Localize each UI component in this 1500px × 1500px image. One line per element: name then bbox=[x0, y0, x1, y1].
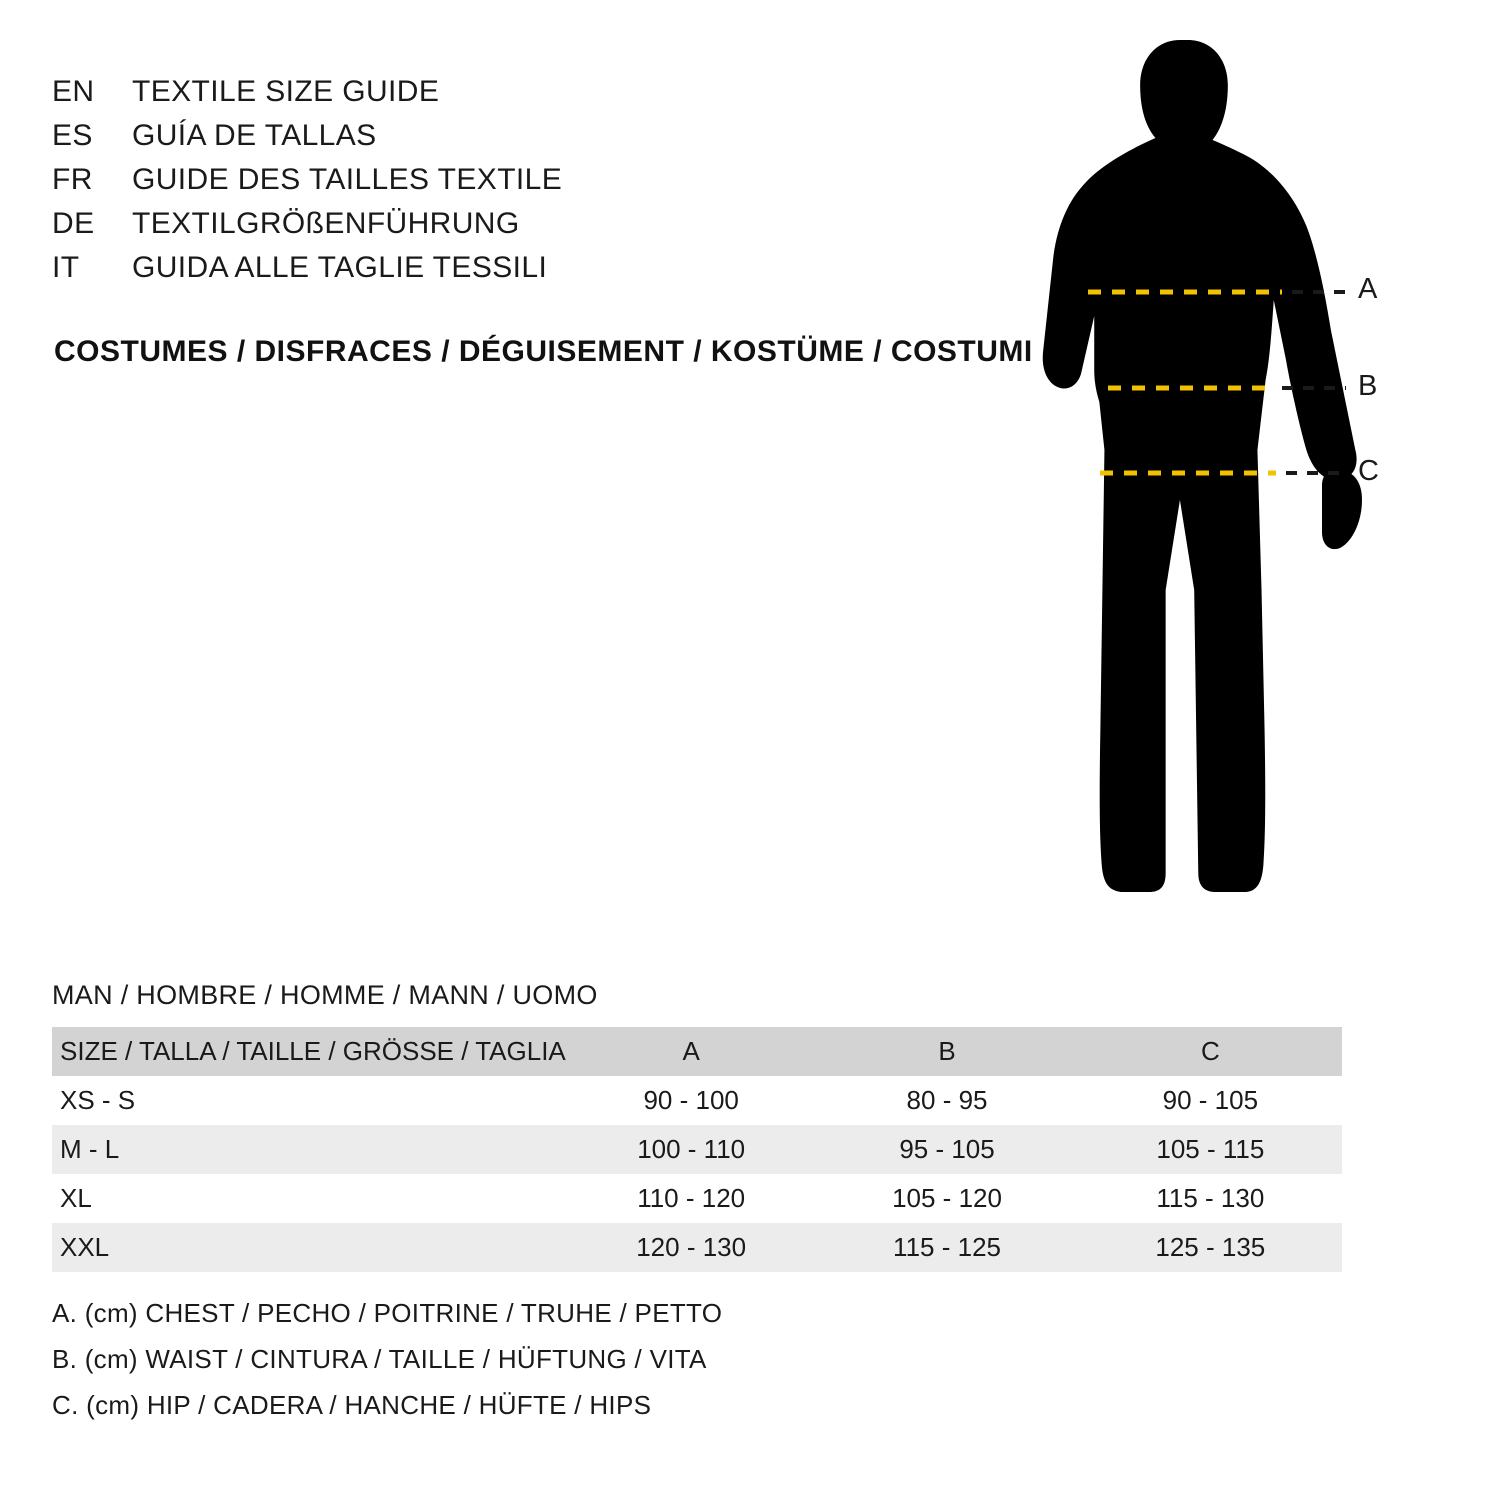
cell-waist: 105 - 120 bbox=[892, 1183, 1002, 1213]
cell-waist: 115 - 125 bbox=[893, 1232, 1001, 1262]
cell-chest: 110 - 120 bbox=[637, 1183, 746, 1213]
marker-label-a: A bbox=[1358, 273, 1378, 305]
table-row bbox=[52, 1076, 1342, 1125]
table-row bbox=[52, 1223, 1342, 1272]
male-silhouette-icon bbox=[1000, 30, 1480, 930]
language-code: IT bbox=[52, 251, 80, 284]
costumes-subtitle: COSTUMES / DISFRACES / DÉGUISEMENT / KOSTÜME / COSTUMI bbox=[54, 335, 1033, 368]
measurement-legend bbox=[52, 1290, 1052, 1428]
language-label: TEXTILGRÖßENFÜHRUNG bbox=[132, 207, 520, 240]
cell-size: XL bbox=[60, 1183, 92, 1213]
size-table bbox=[52, 1027, 1342, 1272]
language-row-it bbox=[52, 246, 952, 290]
cell-hip: 105 - 115 bbox=[1156, 1134, 1265, 1164]
cell-chest: 120 - 130 bbox=[636, 1232, 747, 1262]
language-row-de bbox=[52, 202, 952, 246]
column-header-a: A bbox=[682, 1036, 700, 1066]
language-label: GUIDE DES TAILLES TEXTILE bbox=[132, 163, 563, 196]
marker-label-c: C bbox=[1358, 455, 1380, 487]
table-header-row bbox=[52, 1027, 1342, 1076]
language-row-fr bbox=[52, 158, 952, 202]
language-row-es bbox=[52, 114, 952, 158]
language-code: EN bbox=[52, 75, 95, 108]
table-row bbox=[52, 1174, 1342, 1223]
cell-hip: 115 - 130 bbox=[1156, 1183, 1265, 1213]
table-row bbox=[52, 1125, 1342, 1174]
cell-waist: 80 - 95 bbox=[906, 1085, 988, 1115]
cell-chest: 90 - 100 bbox=[643, 1085, 739, 1115]
column-header-c: C bbox=[1200, 1036, 1220, 1066]
language-code: FR bbox=[52, 163, 93, 196]
language-list bbox=[52, 70, 952, 290]
legend-item-hip: C. (cm) HIP / CADERA / HANCHE / HÜFTE / HIPS bbox=[52, 1390, 652, 1420]
legend-item-chest: A. (cm) CHEST / PECHO / POITRINE / TRUHE / PETTO bbox=[52, 1298, 723, 1328]
body-measurement-figure bbox=[1000, 30, 1480, 930]
language-code: DE bbox=[52, 207, 95, 240]
marker-label-b: B bbox=[1358, 370, 1378, 402]
language-row-en bbox=[52, 70, 952, 114]
size-table-section bbox=[52, 980, 1342, 1272]
language-label: GUÍA DE TALLAS bbox=[132, 119, 377, 152]
column-header-size: SIZE / TALLA / TAILLE / GRÖSSE / TAGLIA bbox=[60, 1036, 566, 1066]
language-code: ES bbox=[52, 119, 93, 152]
cell-size: M - L bbox=[60, 1134, 120, 1164]
table-group-heading: MAN / HOMBRE / HOMME / MANN / UOMO bbox=[52, 980, 598, 1010]
language-label: GUIDA ALLE TAGLIE TESSILI bbox=[132, 251, 548, 284]
cell-size: XS - S bbox=[60, 1085, 136, 1115]
cell-waist: 95 - 105 bbox=[899, 1134, 995, 1164]
cell-hip: 90 - 105 bbox=[1162, 1085, 1259, 1115]
cell-hip: 125 - 135 bbox=[1155, 1232, 1266, 1262]
cell-size: XXL bbox=[60, 1232, 110, 1262]
cell-chest: 100 - 110 bbox=[637, 1134, 746, 1164]
language-label: TEXTILE SIZE GUIDE bbox=[132, 75, 440, 108]
legend-item-waist: B. (cm) WAIST / CINTURA / TAILLE / HÜFTUNG / VITA bbox=[52, 1344, 707, 1374]
column-header-b: B bbox=[938, 1036, 956, 1066]
